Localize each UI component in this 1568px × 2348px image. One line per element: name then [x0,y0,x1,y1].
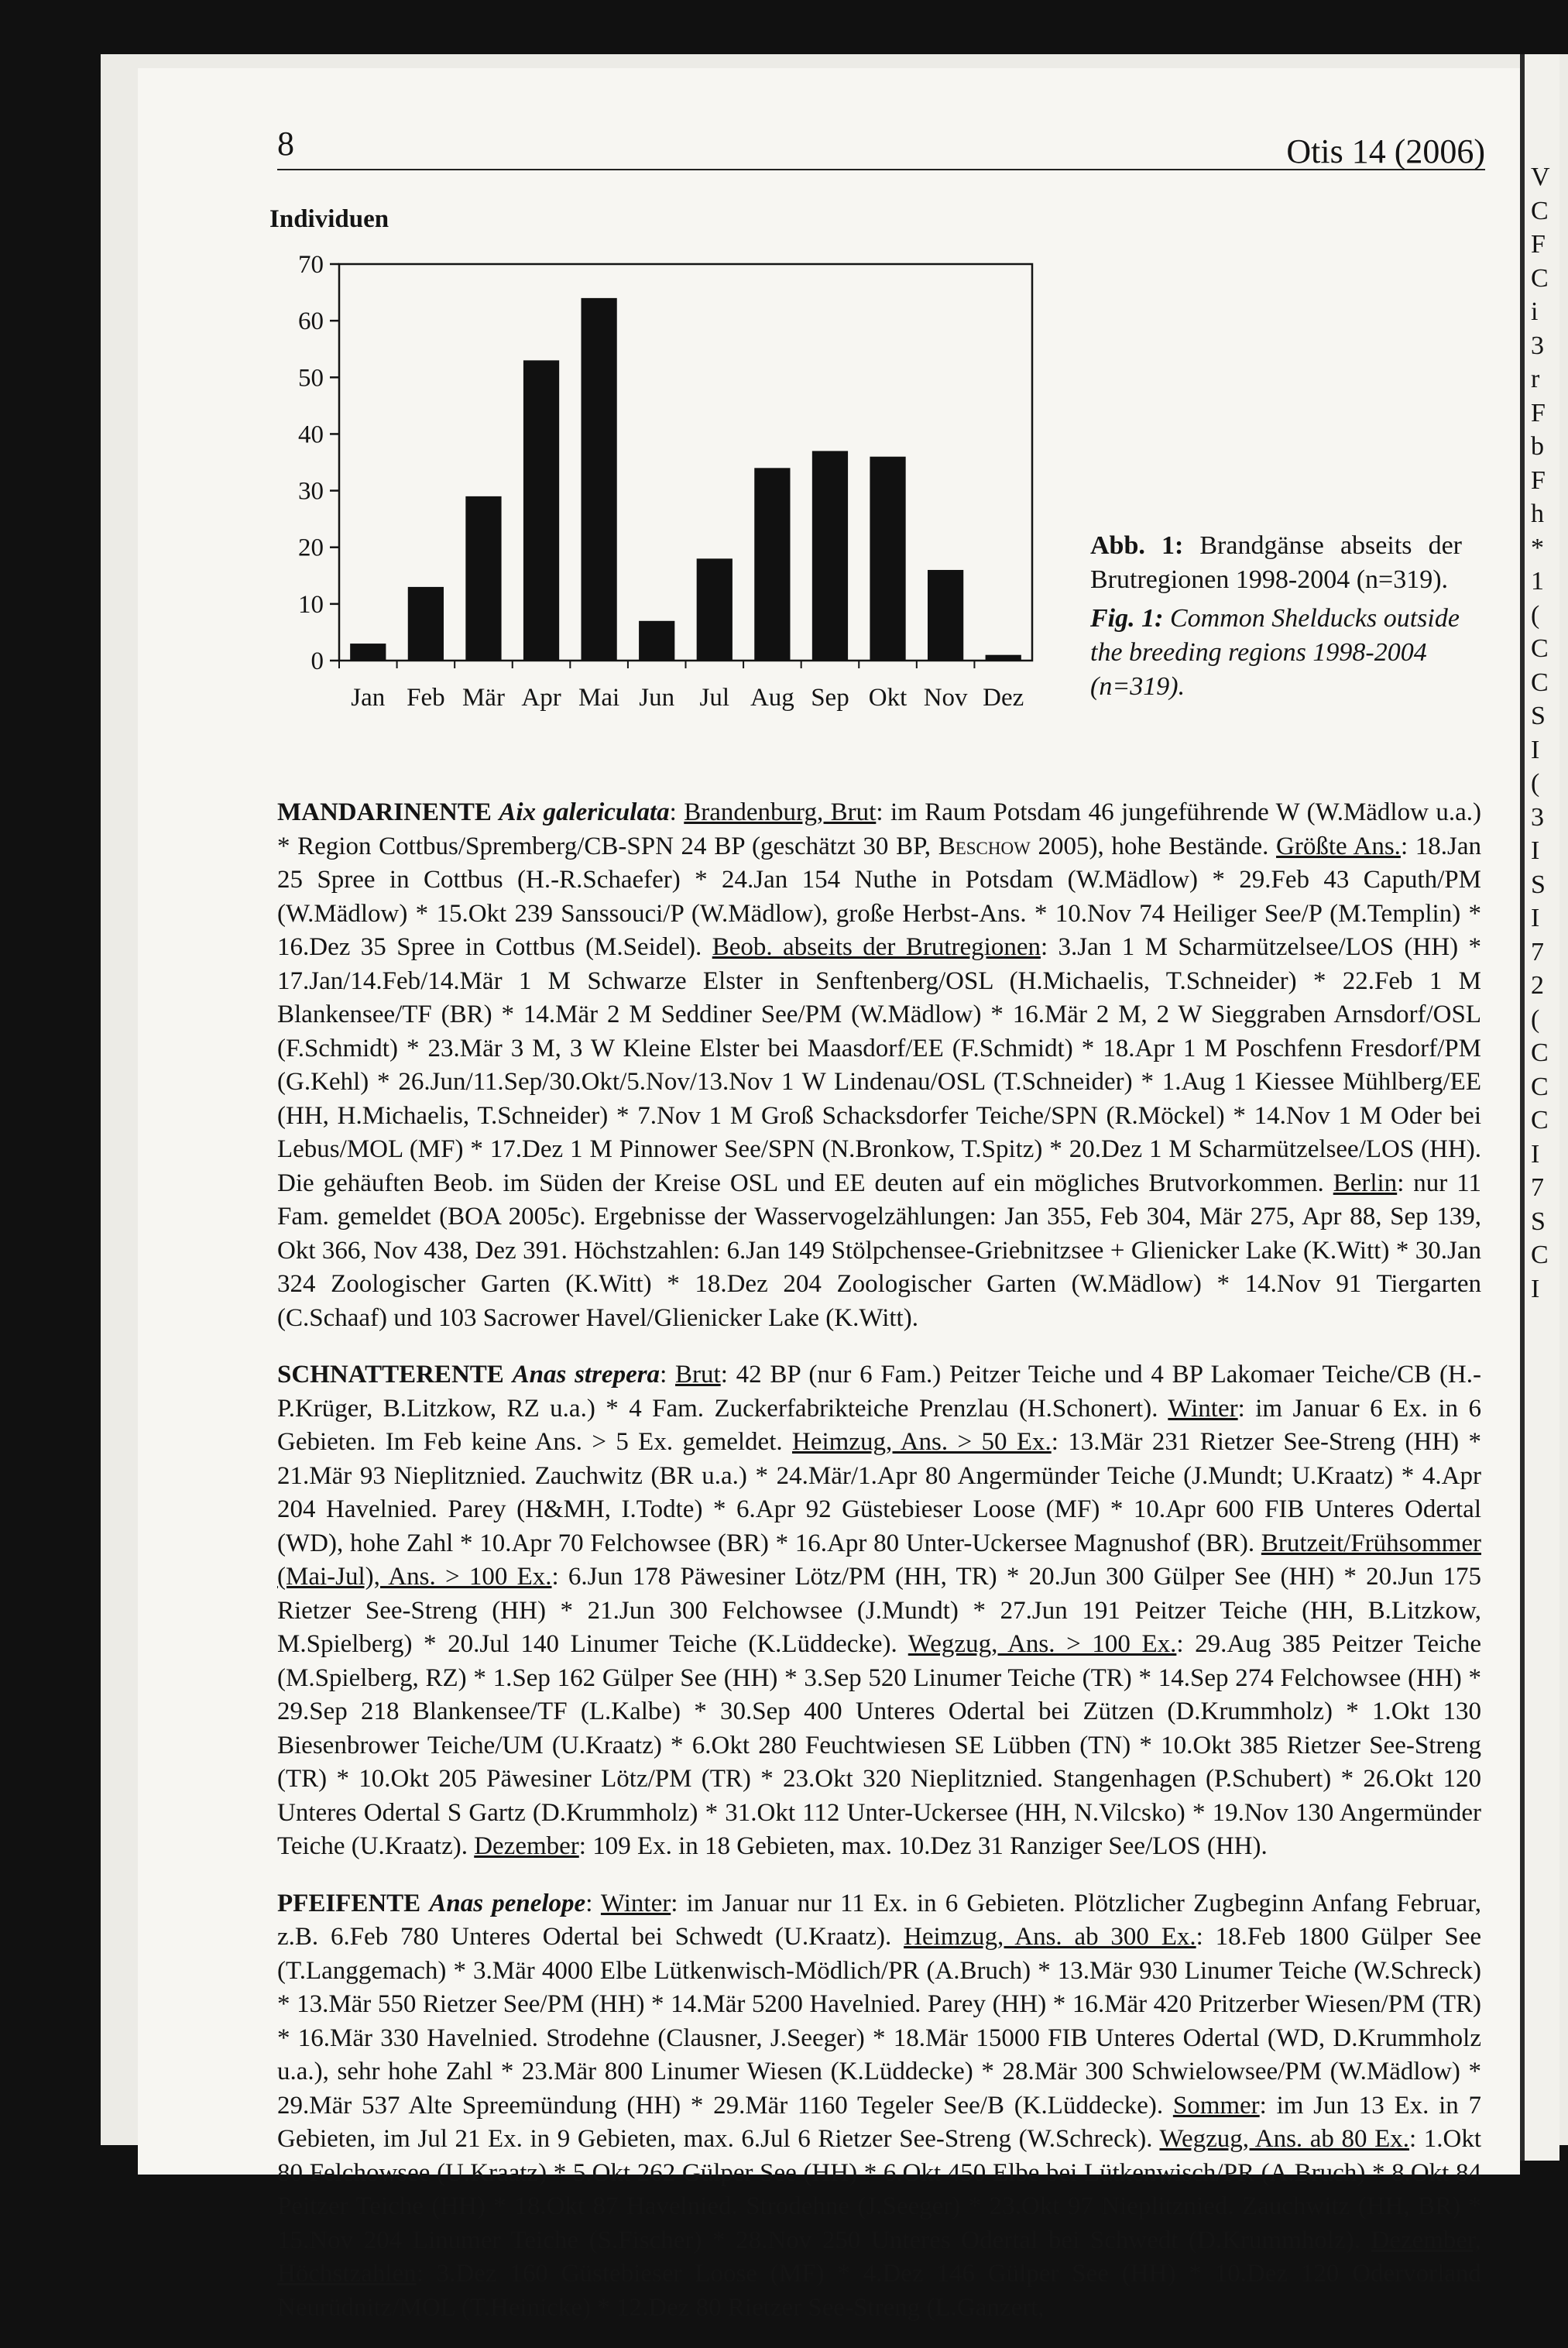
adjacent-page-letter: ( [1531,1004,1540,1034]
adjacent-page-letter: C [1531,634,1549,663]
y-tick-label: 0 [311,647,324,675]
x-tick-label: Aug [750,684,794,712]
y-tick-label: 70 [298,251,324,279]
caption-de-text: Brandgänse abseits der Brutregionen 1998-2004 (n=319). [1090,531,1462,594]
subsection-heading: Sommer [1172,2091,1260,2120]
adjacent-page-letter: C [1531,1241,1549,1269]
adjacent-page-letter: S [1531,702,1546,730]
subsection-heading: Berlin [1333,1169,1398,1197]
caption-en-label: Fig. 1: [1090,604,1164,633]
adjacent-page-letter: * [1531,533,1544,562]
adjacent-page-letter: I [1531,735,1540,764]
y-axis-title: Individuen [269,205,389,233]
x-tick-label: Apr [521,684,561,712]
adjacent-page-letter: h [1531,499,1544,528]
species-account [277,1358,1481,1864]
adjacent-page-letter: i [1531,297,1539,326]
scientific-name: Aix galericulata [499,798,670,826]
adjacent-page-letter: V [1531,163,1550,191]
subsection-heading: Größte Ans. [1276,832,1401,860]
species-account [277,1887,1481,2326]
caption-english [1090,602,1462,704]
subsection-heading: Winter [1168,1394,1238,1423]
observation-text: : nur 11 Fam. gemeldet (BOA 2005c). Ergebnisse der Wasservogelzählungen: Jan 355, Feb 304, Mär 275, Apr 88, Sep 139, Okt 366, Nov 438, Dez 391. Höchstzahlen: 6.Jan 149 Stölpchensee-Griebnitzsee + Glienicker Lake (K.Witt) * 30.Jan 324 Zoologischer Garten (K.Witt) * 18.Dez 204 Zoologischer Garten (W.Mädlow) * 14.Nov 91 Tiergarten (C.Schaaf) und 103 Sacrower Havel/Glienicker Lake (K.Witt). [277,1169,1481,1332]
subsection-heading: Heimzug, Ans. > 50 Ex. [791,1428,1052,1456]
adjacent-page-letter: 3 [1531,802,1544,832]
species-account [277,796,1481,1335]
bar-mär [465,496,501,661]
bar-feb [408,587,444,661]
adjacent-page-edge [1520,54,1559,2161]
adjacent-page-letter: C [1531,1106,1549,1135]
x-tick-label: Jul [699,684,730,712]
adjacent-page-letter: F [1531,230,1546,259]
bar-aug [754,468,790,661]
observation-text: : 13.Mär 231 Rietzer See-Streng (HH) * 21.Mär 93 Nieplitznied. Zauchwitz (BR u.a.) * 24.Mär/1.Apr 80 Angermünder Teiche (J.Mundt; U.Kraatz) * 4.Apr 204 Havelnied. Parey (H&MH, I.Todte) * 6.Apr 92 Güstebieser Loose (MF) * 10.Apr 600 FIB Unteres Odertal (WD), hohe Zahl * 10.Apr 70 Felchowsee (BR) * 16.Apr 80 Unter-Uckersee Magnushof (BR). [277,1428,1481,1557]
adjacent-page-letter: I [1531,1274,1540,1303]
x-tick-label: Jan [351,684,386,712]
document-page [138,68,1520,2322]
subsection-heading: Dezember [474,1832,579,1860]
adjacent-page-letter: 2 [1531,971,1544,1000]
caption-german [1090,529,1462,597]
bar-dez [986,655,1021,661]
subsection-heading: Brandenburg, Brut [684,798,877,826]
species-name: PFEIFENTE [277,1889,421,1917]
adjacent-page-letter: 7 [1531,937,1544,966]
adjacent-page-letter: C [1531,196,1549,225]
scientific-name: Anas strepera [512,1361,660,1389]
y-tick-label: 40 [298,421,324,449]
subsection-heading: Wegzug, Ans. ab 80 Ex. [1159,2125,1409,2153]
subsection-heading: Dezember, Höchstzahlen [277,2226,1481,2288]
adjacent-page-letter: F [1531,465,1546,495]
adjacent-page-letter: C [1531,668,1549,697]
observation-text: : [660,1361,676,1389]
bar-okt [870,457,905,661]
adjacent-page-letter: C [1531,1038,1549,1067]
observation-text: : 18.Feb 1800 Gülper See (T.Langgemach) * 3.Mär 4000 Elbe Lütkenwisch-Mödlich/PR (A.Bruch) * 13.Mär 930 Linumer Teiche (W.Schreck) * 13.Mär 550 Rietzer See/PM (HH) * 14.Mär 5200 Havelnied. Parey (HH) * 16.Mär 420 Pritzerber Wiesen/PM (TR) * 16.Mär 330 Havelnied. Strodehne (Clausner, J.Seeger) * 18.Mär 15000 FIB Unteres Odertal (WD, D.Krummholz u.a.), sehr hohe Zahl * 23.Mär 800 Linumer Wiesen (K.Lüddecke) * 28.Mär 300 Schwielowsee/PM (W.Mädlow) * 29.Mär 537 Alte Spreemündung (HH) * 29.Mär 1160 Tegeler See/B (K.Lüddecke). [277,1923,1482,2120]
x-tick-label: Mär [461,684,505,712]
species-name: MANDARINENTE [277,798,492,826]
article-body [277,796,1481,2348]
y-tick-label: 20 [298,534,324,562]
adjacent-page-letter: I [1531,1139,1540,1169]
caption-en-text: Common Shelducks outside the breeding regions 1998-2004 (n=319). [1090,604,1460,701]
adjacent-page-letter: 7 [1531,1173,1544,1202]
observation-text: : [669,798,684,826]
observation-text: : 29.Aug 385 Peitzer Teiche (M.Spielberg, RZ) * 1.Sep 162 Gülper See (HH) * 3.Sep 520 Linumer Teiche (TR) * 14.Sep 274 Felchowsee (HH) * 29.Sep 218 Blankensee/TF (L.Kalbe) * 30.Sep 400 Unteres Odertal bei Zützen (D.Krummholz) * 1.Okt 130 Biesenbrower Teiche/UM (U.Kraatz) * 6.Okt 280 Feuchtwiesen SE Lübben (TN) * 10.Okt 385 Rietzer See-Streng (TR) * 10.Okt 205 Päwesiner Lötz/PM (TR) * 23.Okt 320 Nieplitznied. Stangenhagen (P.Schubert) * 26.Okt 120 Unteres Odertal S Gartz (D.Krummholz) * 31.Okt 112 Unter-Uckersee (HH, N.Vilcsko) * 19.Nov 130 Angermünder Teiche (U.Kraatz). [277,1630,1482,1860]
x-tick-label: Dez [983,684,1024,712]
observation-text: : im Januar 6 Ex. in 6 Gebieten. Im Feb keine Ans. > 5 Ex. gemeldet. [277,1394,1481,1456]
adjacent-page-letter: 1 [1531,567,1544,596]
y-tick-label: 50 [298,364,324,393]
observation-text: : 3.Jan 1 M Scharmützelsee/LOS (HH) * 17.Jan/14.Feb/14.Mär 1 M Schwarze Elster in Senftenberg/OSL (H.Michaelis, T.Schneider) * 22.Feb 1 M Blankensee/TF (BR) * 14.Mär 2 M Seddiner See/PM (W.Mädlow) * 16.Mär 2 M, 2 W Sieggraben Arnsdorf/OSL (F.Schmidt) * 23.Mär 3 M, 3 W Kleine Elster bei Maasdorf/EE (F.Schmidt) * 18.Apr 1 M Poschfenn Fresdorf/PM (G.Kehl) * 26.Jun/11.Sep/30.Okt/5.Nov/13.Nov 1 W Lindenau/OSL (T.Schneider) * 1.Aug 1 Kiessee Mühlberg/EE (HH, H.Michaelis, T.Schneider) * 7.Nov 1 M Groß Schacksdorfer Teiche/SPN (R.Möckel) * 14.Nov 1 M Oder bei Lebus/MOL (MF) * 17.Dez 1 M Pinnower See/SPN (N.Bronkow, T.Spitz) * 20.Dez 1 M Scharmützelsee/LOS (HH). Die gehäuften Beob. im Süden der Kreise OSL und EE deuten auf ein mögliches Brutvorkommen. [277,933,1481,1197]
y-tick-label: 60 [298,307,324,336]
observation-text: : 3.Dez 160 Güstebieser Loose (MF) * 4.Dez 146 Gülper See (HH) * 10.Dez 120 Odervorland Neurüdnitz/MOL (T.Heinicke) * 12.Dez 80 Rietzer See-Streng (L.Ganzert, [277,2260,1481,2322]
species-name: SCHNATTERENTE [277,1361,504,1389]
adjacent-page-letter: C [1531,263,1549,293]
x-tick-label: Mai [578,684,620,712]
y-tick-label: 10 [298,590,324,619]
figure-caption [1090,529,1462,704]
observation-text: : [585,1889,601,1917]
page-number: 8 [277,125,294,163]
bar-jul [697,558,733,661]
subsection-heading: Brut [675,1361,721,1389]
y-tick-label: 30 [298,477,324,506]
observation-text: 2005), hohe Bestände. [1030,832,1277,860]
bar-jun [639,621,674,661]
chart-canvas [262,204,1052,746]
observation-text: : 42 BP (nur 6 Fam.) Peitzer Teiche und 4 BP Lakomaer Teiche/CB (H.-P.Krüger, B.Litzkow, RZ u.a.) * 4 Fam. Zuckerfabrikteiche Prenzlau (H.Schonert). [277,1361,1481,1423]
bar-jan [350,644,386,661]
observation-text: : 6.Jun 178 Päwesiner Lötz/PM (HH, TR) * 20.Jun 300 Gülper See (HH) * 20.Jun 175 Rietzer See-Streng (HH) * 21.Jun 300 Felchowsee (J.Mundt) * 27.Jun 191 Peitzer Teiche (HH, B.Litzkow, M.Spielberg) * 20.Jul 140 Linumer Teiche (K.Lüddecke). [277,1563,1481,1658]
x-tick-label: Jun [639,684,675,712]
bar-apr [523,360,559,661]
scientific-name: Anas penelope [429,1889,586,1917]
subsection-heading: Beob. abseits der Brutregionen [712,933,1041,961]
x-tick-label: Okt [868,684,908,712]
bar-mai [582,298,617,661]
subsection-heading: Wegzug, Ans. > 100 Ex. [908,1630,1177,1658]
x-tick-label: Nov [923,684,968,712]
adjacent-page-letter: I [1531,836,1540,865]
observation-text: : 1.Okt 80 Felchowsee (U.Kraatz) * 5.Okt 262 Gülper See (HH) * 6.Okt 450 Elbe bei Lütkenwisch/PR (A.Bruch) * 8.Okt 84 Peitzer Teiche (HH) * 18.Okt 87 Havelnied. Strodehne (J.Seeger) * 23.Okt 97 Nieplitznied. Zauchwitz (HH, BR) * 15.Nov 204 Linumer Teiche (S.Fischer) * 28.Nov 250 Unteres Odertal bei Schwedt (D.Krummholz). [277,2125,1481,2254]
adjacent-page-letter: ( [1531,600,1540,630]
x-tick-label: Sep [811,684,849,712]
adjacent-page-letter: ( [1531,769,1540,798]
bar-sep [812,451,848,661]
observation-text: : 109 Ex. in 18 Gebieten, max. 10.Dez 31 Ranziger See/LOS (HH). [578,1832,1268,1860]
adjacent-page-letter: b [1531,432,1544,461]
page-header [277,115,1485,170]
citation-author: Beschow [938,832,1031,860]
adjacent-page-letter: I [1531,904,1540,932]
adjacent-page-letter: r [1531,365,1540,393]
subsection-heading: Heimzug, Ans. ab 300 Ex. [904,1923,1196,1951]
bar-chart [262,204,1052,746]
subsection-heading: Winter [600,1889,671,1917]
adjacent-page-letter: 3 [1531,331,1544,360]
subsection-heading: Brutzeit/Frühsommer (Mai-Jul), Ans. > 100 Ex. [277,1529,1481,1591]
adjacent-page-letter: S [1531,1207,1546,1236]
adjacent-page-letter: C [1531,1072,1549,1101]
x-tick-label: Feb [407,684,445,712]
observation-text: : 18.Jan 25 Spree in Cottbus (H.-R.Schaefer) * 24.Jan 154 Nuthe in Potsdam (W.Mädlow) * 29.Feb 43 Caputh/PM (W.Mädlow) * 15.Okt 239 Sanssouci/P (W.Mädlow), große Herbst-Ans. * 10.Nov 74 Heiliger See/P (M.Templin) * 16.Dez 35 Spree in Cottbus (M.Seidel). [277,832,1481,961]
observation-text: : im Raum Potsdam 46 jungeführende W (W.Mädlow u.a.) * Region Cottbus/Spremberg/CB-SPN 24 BP (geschätzt 30 BP, [277,798,1482,860]
adjacent-page-letter: F [1531,398,1546,427]
observation-text: : im Januar nur 11 Ex. in 6 Gebieten. Plötzlicher Zugbeginn Anfang Februar, z.B. 6.Feb 780 Unteres Odertal bei Schwedt (U.Kraatz). [277,1889,1482,1951]
observation-text: : im Jun 13 Ex. in 7 Gebieten, im Jul 21 Ex. in 9 Gebieten, max. 6.Jul 6 Rietzer See-Streng (W.Schreck). [277,2091,1481,2153]
caption-de-label: Abb. 1: [1090,531,1184,560]
journal-title: Otis 14 (2006) [1286,132,1485,170]
bar-nov [928,570,963,661]
adjacent-page-letter: S [1531,870,1546,899]
